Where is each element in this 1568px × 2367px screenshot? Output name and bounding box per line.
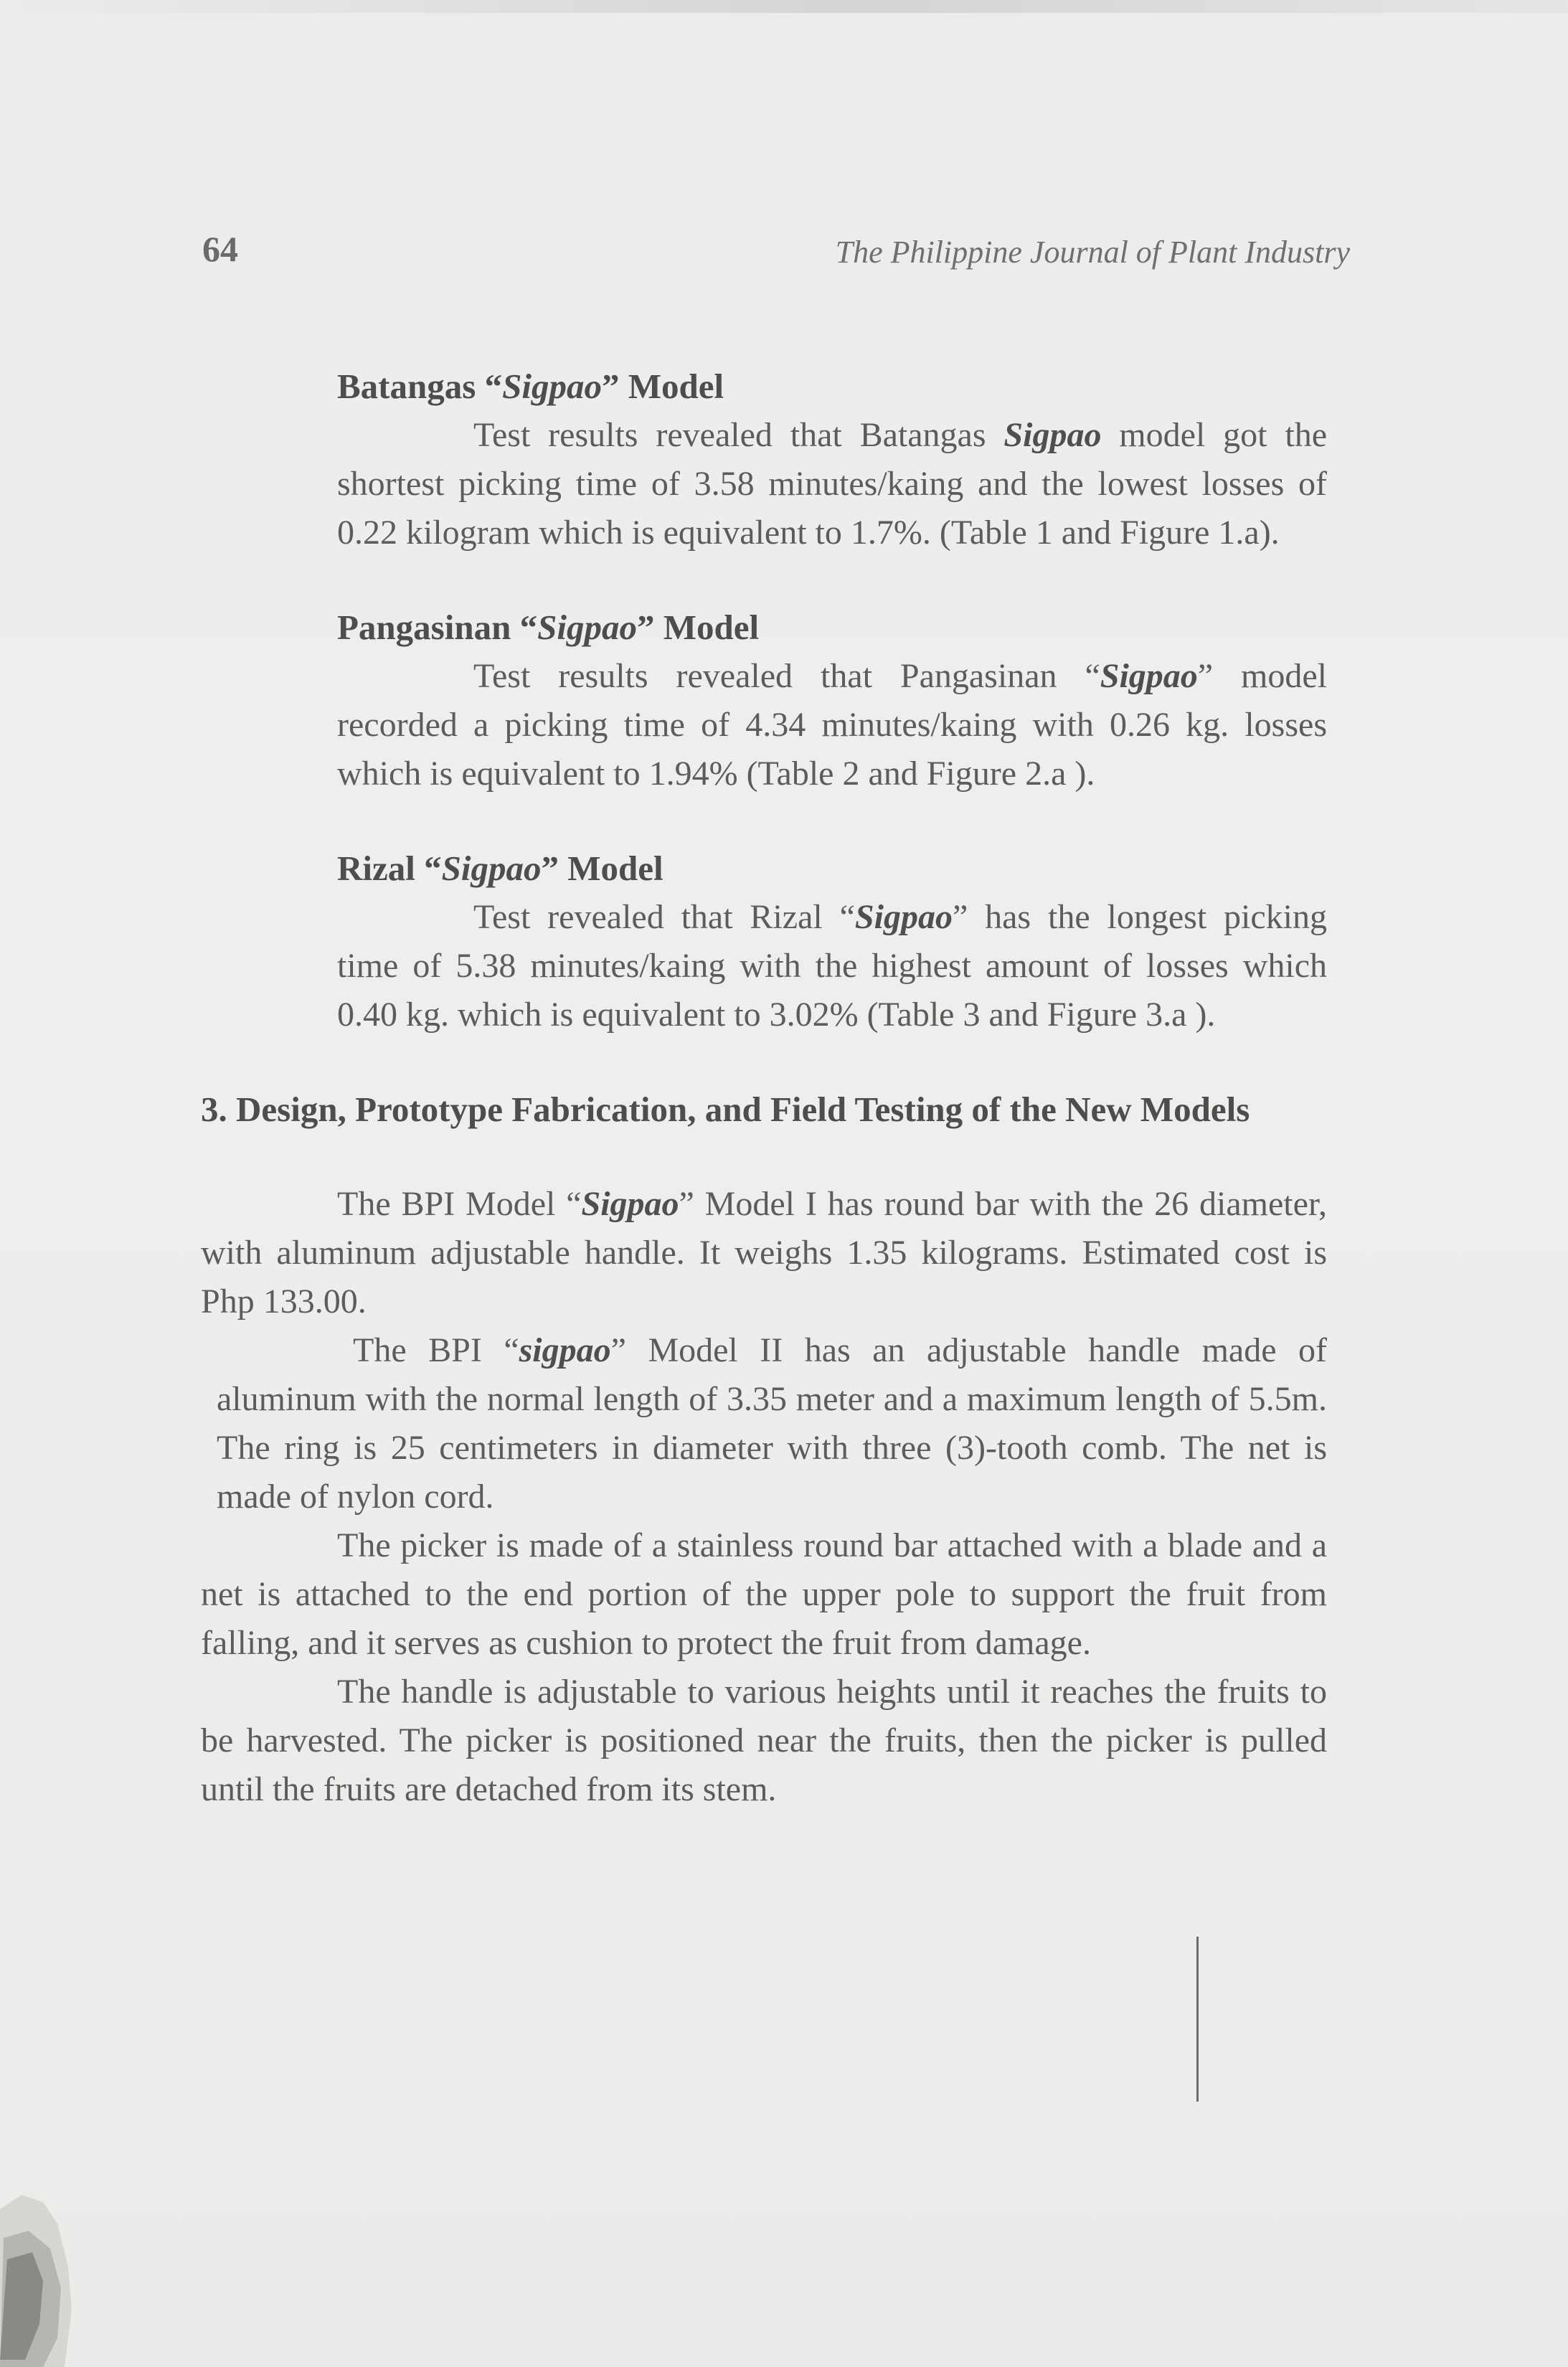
page-number: 64 — [202, 229, 238, 269]
vertical-pen-mark — [1196, 1937, 1199, 2102]
rizal-heading-prefix: Rizal “ — [337, 849, 442, 888]
rizal-text-b: ” has the longest picking time of 5.38 minutes/kaing with the highest amount of losses which 0.40 kg. which is equivalent to 3.02% (Table 3 and Figure 3.a ). — [337, 898, 1327, 1034]
section-3-paragraph-2 — [217, 1326, 1327, 1521]
section-3-paragraph-1 — [201, 1180, 1327, 1326]
running-head: The Philippine Journal of Plant Industry — [835, 235, 1350, 270]
pangasinan-paragraph — [337, 652, 1327, 798]
pangasinan-text-a: Test results revealed that Pangasinan “ — [473, 657, 1100, 695]
batangas-heading-italic: Sigpao — [502, 367, 602, 406]
section-3-paragraph-3: The picker is made of a stainless round bar attached with a blade and a net is attached to the end portion of the upper pole to support the fruit from falling, and it serves as cushion to protect the fruit from damage. — [201, 1526, 1327, 1662]
s3-p2-text-a: The BPI “ — [353, 1331, 519, 1369]
pangasinan-subsection — [337, 603, 1327, 798]
batangas-text-a: Test results revealed that Batangas — [473, 416, 1004, 454]
rizal-subsection — [337, 844, 1327, 1039]
batangas-subsection — [337, 362, 1327, 557]
section-3-heading: 3. Design, Prototype Fabrication, and Field Testing of the New Models — [201, 1090, 1250, 1129]
section-3-paragraph-4: The handle is adjustable to various heights until it reaches the fruits to be harvested. The picker is positioned near the fruits, then the picker is pulled until the fruits are detached from its stem. — [201, 1673, 1327, 1808]
pangasinan-heading-suffix: ” Model — [637, 608, 760, 647]
batangas-text-b: model got the shortest picking time of 3.58 minutes/kaing and the lowest losses of 0.22 kilogram which is equivalent to 1.7%. (Table 1 and Figure 1.a). — [337, 416, 1327, 552]
page-header — [202, 228, 1350, 278]
pangasinan-text-emphasis: Sigpao — [1100, 657, 1198, 695]
rizal-text-a: Test revealed that Rizal “ — [473, 898, 855, 936]
page-top-edge — [0, 0, 1568, 13]
pangasinan-heading-italic: Sigpao — [537, 608, 637, 647]
s3-p1-text-b: ” Model I has round bar with the 26 diameter, with aluminum adjustable handle. It weighs 1.35 kilograms. Estimated cost is Php 133.00. — [201, 1185, 1327, 1320]
s3-p2-text-b: ” Model II has an adjustable handle made of aluminum with the normal length of 3.35 meter and a maximum length of 5.5m. The ring is 25 centimeters in diameter with three (3)-tooth comb. The net is made of nylon cord. — [217, 1331, 1327, 1516]
page-body — [201, 362, 1327, 1814]
rizal-heading-suffix: ” Model — [541, 849, 663, 888]
pangasinan-text-b: ” model recorded a picking time of 4.34 minutes/kaing with 0.26 kg. losses which is equivalent to 1.94% (Table 2 and Figure 2.a ). — [337, 657, 1327, 793]
s3-p1-text-a: The BPI Model “ — [337, 1185, 582, 1223]
pangasinan-heading-prefix: Pangasinan “ — [337, 608, 538, 647]
batangas-paragraph — [337, 411, 1327, 557]
torn-corner-fragment — [0, 2181, 79, 2367]
batangas-heading-prefix: Batangas “ — [337, 367, 503, 406]
s3-p1-emphasis: Sigpao — [581, 1185, 679, 1223]
rizal-heading-italic: Sigpao — [441, 849, 542, 888]
s3-p2-emphasis: sigpao — [519, 1331, 611, 1369]
batangas-text-emphasis: Sigpao — [1003, 416, 1102, 454]
rizal-text-emphasis: Sigpao — [854, 898, 953, 936]
batangas-heading-suffix: ” Model — [601, 367, 724, 406]
pangasinan-heading — [337, 603, 1327, 652]
batangas-heading — [337, 362, 1327, 411]
rizal-paragraph — [337, 893, 1327, 1039]
rizal-heading — [337, 844, 1327, 893]
